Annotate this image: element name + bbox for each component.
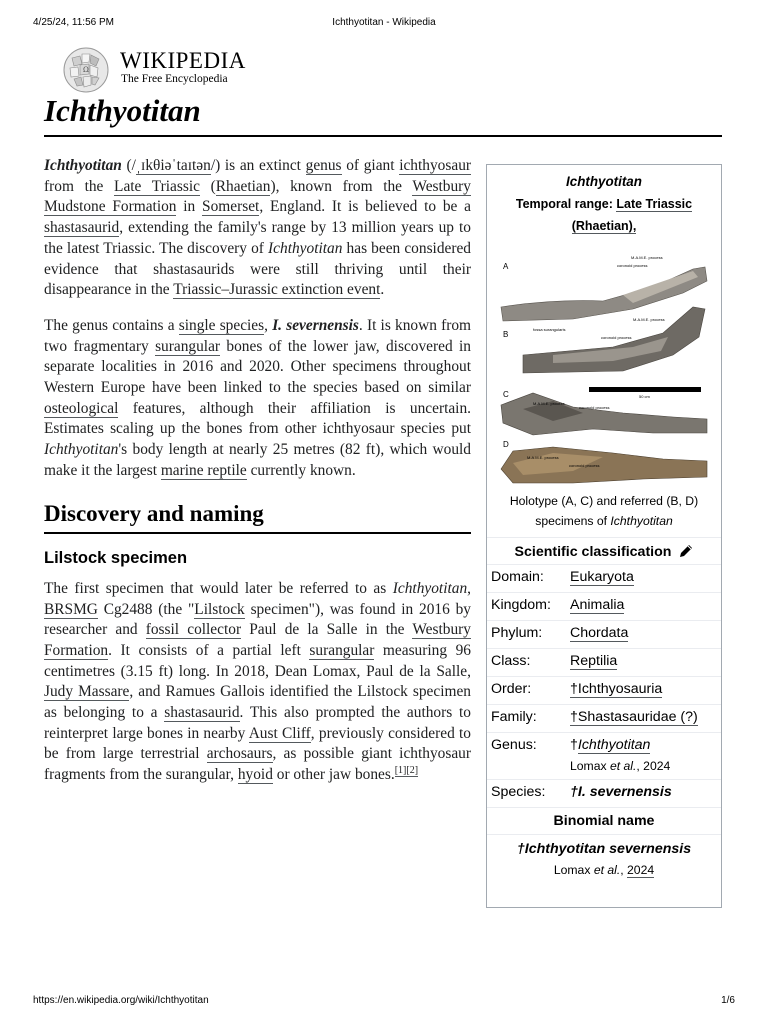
label-coronoid-d: coronoid process (569, 463, 600, 468)
reference-marks[interactable]: [1][2] (394, 765, 419, 777)
page-title: Ichthyotitan (44, 92, 722, 137)
classification-row: Order: †Ichthyosauria (487, 676, 721, 704)
label-mame-a: M.A.M.E. process (631, 255, 663, 260)
link-ichthyosaur[interactable]: ichthyosaur (399, 157, 472, 174)
fossil-specimens-image[interactable] (493, 247, 717, 485)
link-single-species[interactable]: single species (178, 316, 265, 334)
link-genus-ichthyotitan[interactable]: Ichthyotitan (577, 737, 651, 753)
panel-label-d: D (503, 440, 509, 449)
link-judy-massare[interactable]: Judy Massare (44, 683, 130, 701)
taxobox (486, 164, 722, 908)
panel-label-c: C (503, 390, 509, 399)
wikipedia-wordmark: WIKIPEDIA (120, 48, 246, 73)
link-westbury-formation[interactable]: Westbury Formation (44, 621, 471, 659)
label-coronoid-c: coronoid process (579, 405, 610, 410)
label-coronoid-b: coronoid process (601, 335, 632, 340)
binomial-heading: Binomial name (487, 807, 721, 834)
classification-row: Family: †Shastasauridae (?) (487, 704, 721, 732)
wikipedia-tagline: The Free Encyclopedia (121, 73, 228, 85)
link-somerset[interactable]: Somerset (202, 198, 260, 216)
link-phylum[interactable]: Chordata (570, 625, 629, 641)
link-genus[interactable]: genus (305, 157, 342, 174)
link-westbury-mudstone[interactable]: Westbury Mudstone Formation (44, 177, 472, 216)
print-page-title: Ichthyotitan - Wikipedia (332, 17, 436, 28)
image-caption: Holotype (A, C) and referred (B, D) specimens of Ichthyotitan (509, 494, 699, 528)
link-aust-cliff[interactable]: Aust Cliff (248, 724, 311, 742)
label-coronoid-a: coronoid process (617, 263, 648, 268)
link-surangular[interactable]: surangular (155, 337, 221, 355)
label-fossa-a: fossa surangularis (533, 327, 566, 332)
classification-row: Phylum: Chordata (487, 620, 721, 648)
link-order[interactable]: †Ichthyosauria (570, 681, 663, 697)
intro-paragraph: Ichthyotitan (/ˌɪkθiəˈtaɪtən/) is an extinct genus of giant ichthyosaur from the Late Triassic (Rhaetian), known from the Westbury Mudstone Formation in Somerset, England. It is believed to be a shastasaurid, extending the family's range by 13 million years up to the latest Triassic. The discovery of Ichthyotitan has been considered evidence that shastasaurids were still thriving until their disappearance in the Triassic–Jurassic extinction event. (44, 157, 472, 299)
link-surangular-2[interactable]: surangular (309, 641, 375, 659)
classification-row: Domain: Eukaryota (487, 564, 721, 592)
link-class[interactable]: Reptilia (570, 653, 618, 669)
scale-label: 50 cm (639, 394, 650, 399)
print-footer (0, 995, 768, 1009)
link-fossil-collector[interactable]: fossil collector (145, 621, 242, 639)
binomial-name-block (487, 834, 721, 877)
classification-row-species: Species: †I. severnensis (487, 779, 721, 807)
article-body (44, 156, 471, 801)
lilstock-paragraph: The first specimen that would later be referred to as Ichthyotitan, BRSMG Cg2488 (the "Lilstock specimen"), was found in 2016 by researcher and fossil collector Paul de la Salle in the Westbury Formation. It consists of a partial left surangular measuring 96 centimetres (3.15 ft) long. In 2018, Dean Lomax, Paul de la Salle, Judy Massare, and Ramues Gallois identified the Lilstock specimen as belonging to a shastasaurid. This also prompted the authors to reinterpret large bones in nearby Aust Cliff, previously considered to be from large terrestrial archosaurs, as possible giant ichthyosaur fragments from the surangular, hyoid or other jaw bones.[1][2] (44, 579, 471, 784)
section-heading-discovery: Discovery and naming (44, 500, 471, 535)
species-paragraph: The genus contains a single species, I. severnensis. It is known from two fragmentary surangular bones of the lower jaw, discovered in separate localities in 2016 and 2020. Other specimens throughout Western Europe have been linked to the species based on similar osteological features, although their affiliation is uncertain. Estimates scaling up the bones from other ichthyosaur species put Ichthyotitan's body length at nearly 25 metres (82 ft), which would make it the largest marine reptile currently known. (44, 316, 471, 479)
genus-authority: Lomax et al., 2024 (570, 759, 671, 773)
link-lilstock[interactable]: Lilstock (194, 600, 245, 618)
intro-bold-name: Ichthyotitan (44, 157, 122, 174)
label-mame-b: M.A.M.E. process (633, 317, 665, 322)
print-header (0, 17, 768, 31)
classification-heading: Scientific classification (487, 537, 721, 564)
link-temporal-late-triassic[interactable]: Late Triassic (616, 197, 693, 211)
link-binomial-year[interactable]: 2024 (627, 863, 655, 877)
scale-bar (589, 387, 701, 392)
link-shastasaurid[interactable]: shastasaurid (44, 219, 120, 237)
link-rhaetian[interactable]: Rhaetian (215, 177, 271, 195)
link-late-triassic[interactable]: Late Triassic (114, 177, 200, 195)
taxobox-header (487, 165, 721, 241)
wikipedia-globe-icon (62, 46, 110, 94)
temporal-range: Temporal range: Late Triassic (515, 197, 693, 211)
ipa-link[interactable]: ˌɪkθiəˈtaɪtən (135, 157, 211, 174)
link-extinction-event[interactable]: Triassic–Jurassic extinction event (173, 281, 381, 299)
panel-label-b: B (503, 330, 509, 339)
edit-pencil-icon[interactable] (679, 544, 693, 558)
print-url: https://en.wikipedia.org/wiki/Ichthyotitan (33, 995, 209, 1006)
species-name: I. severnensis (272, 316, 359, 334)
classification-row-genus: Genus: †Ichthyotitan Lomax et al., 2024 (487, 732, 721, 779)
link-osteological[interactable]: osteological (44, 399, 119, 417)
label-mame-d: M.A.M.E. process (527, 455, 559, 460)
link-archosaurs[interactable]: archosaurs (206, 745, 273, 763)
binomial-authority: Lomax et al., 2024 (553, 863, 655, 877)
link-marine-reptile[interactable]: marine reptile (160, 461, 247, 479)
link-domain[interactable]: Eukaryota (570, 569, 634, 585)
classification-row: Kingdom: Animalia (487, 592, 721, 620)
link-hyoid[interactable]: hyoid (237, 766, 273, 784)
classification-rows (487, 564, 721, 807)
link-brsmg[interactable]: BRSMG (44, 600, 98, 618)
svg-text:Ω: Ω (83, 66, 89, 74)
link-family[interactable]: †Shastasauridae (?) (570, 709, 698, 725)
species-value: †I. severnensis (570, 784, 672, 800)
print-datetime: 4/25/24, 11:56 PM (33, 17, 114, 28)
link-kingdom[interactable]: Animalia (570, 597, 625, 613)
link-temporal-rhaetian[interactable]: (Rhaetian), (571, 219, 637, 233)
subsection-heading-lilstock: Lilstock specimen (44, 549, 188, 568)
taxobox-title: Ichthyotitan (566, 174, 642, 189)
label-mame-c: M.A.M.E. process (533, 401, 565, 406)
link-shastasaurid-2[interactable]: shastasaurid (164, 704, 240, 722)
print-page-number: 1/6 (721, 995, 735, 1006)
panel-label-a: A (503, 262, 509, 271)
classification-row: Class: Reptilia (487, 648, 721, 676)
binomial-name: †Ichthyotitan severnensis (516, 841, 692, 857)
temporal-range-stage (491, 215, 717, 237)
wikipedia-logo[interactable] (62, 46, 252, 92)
